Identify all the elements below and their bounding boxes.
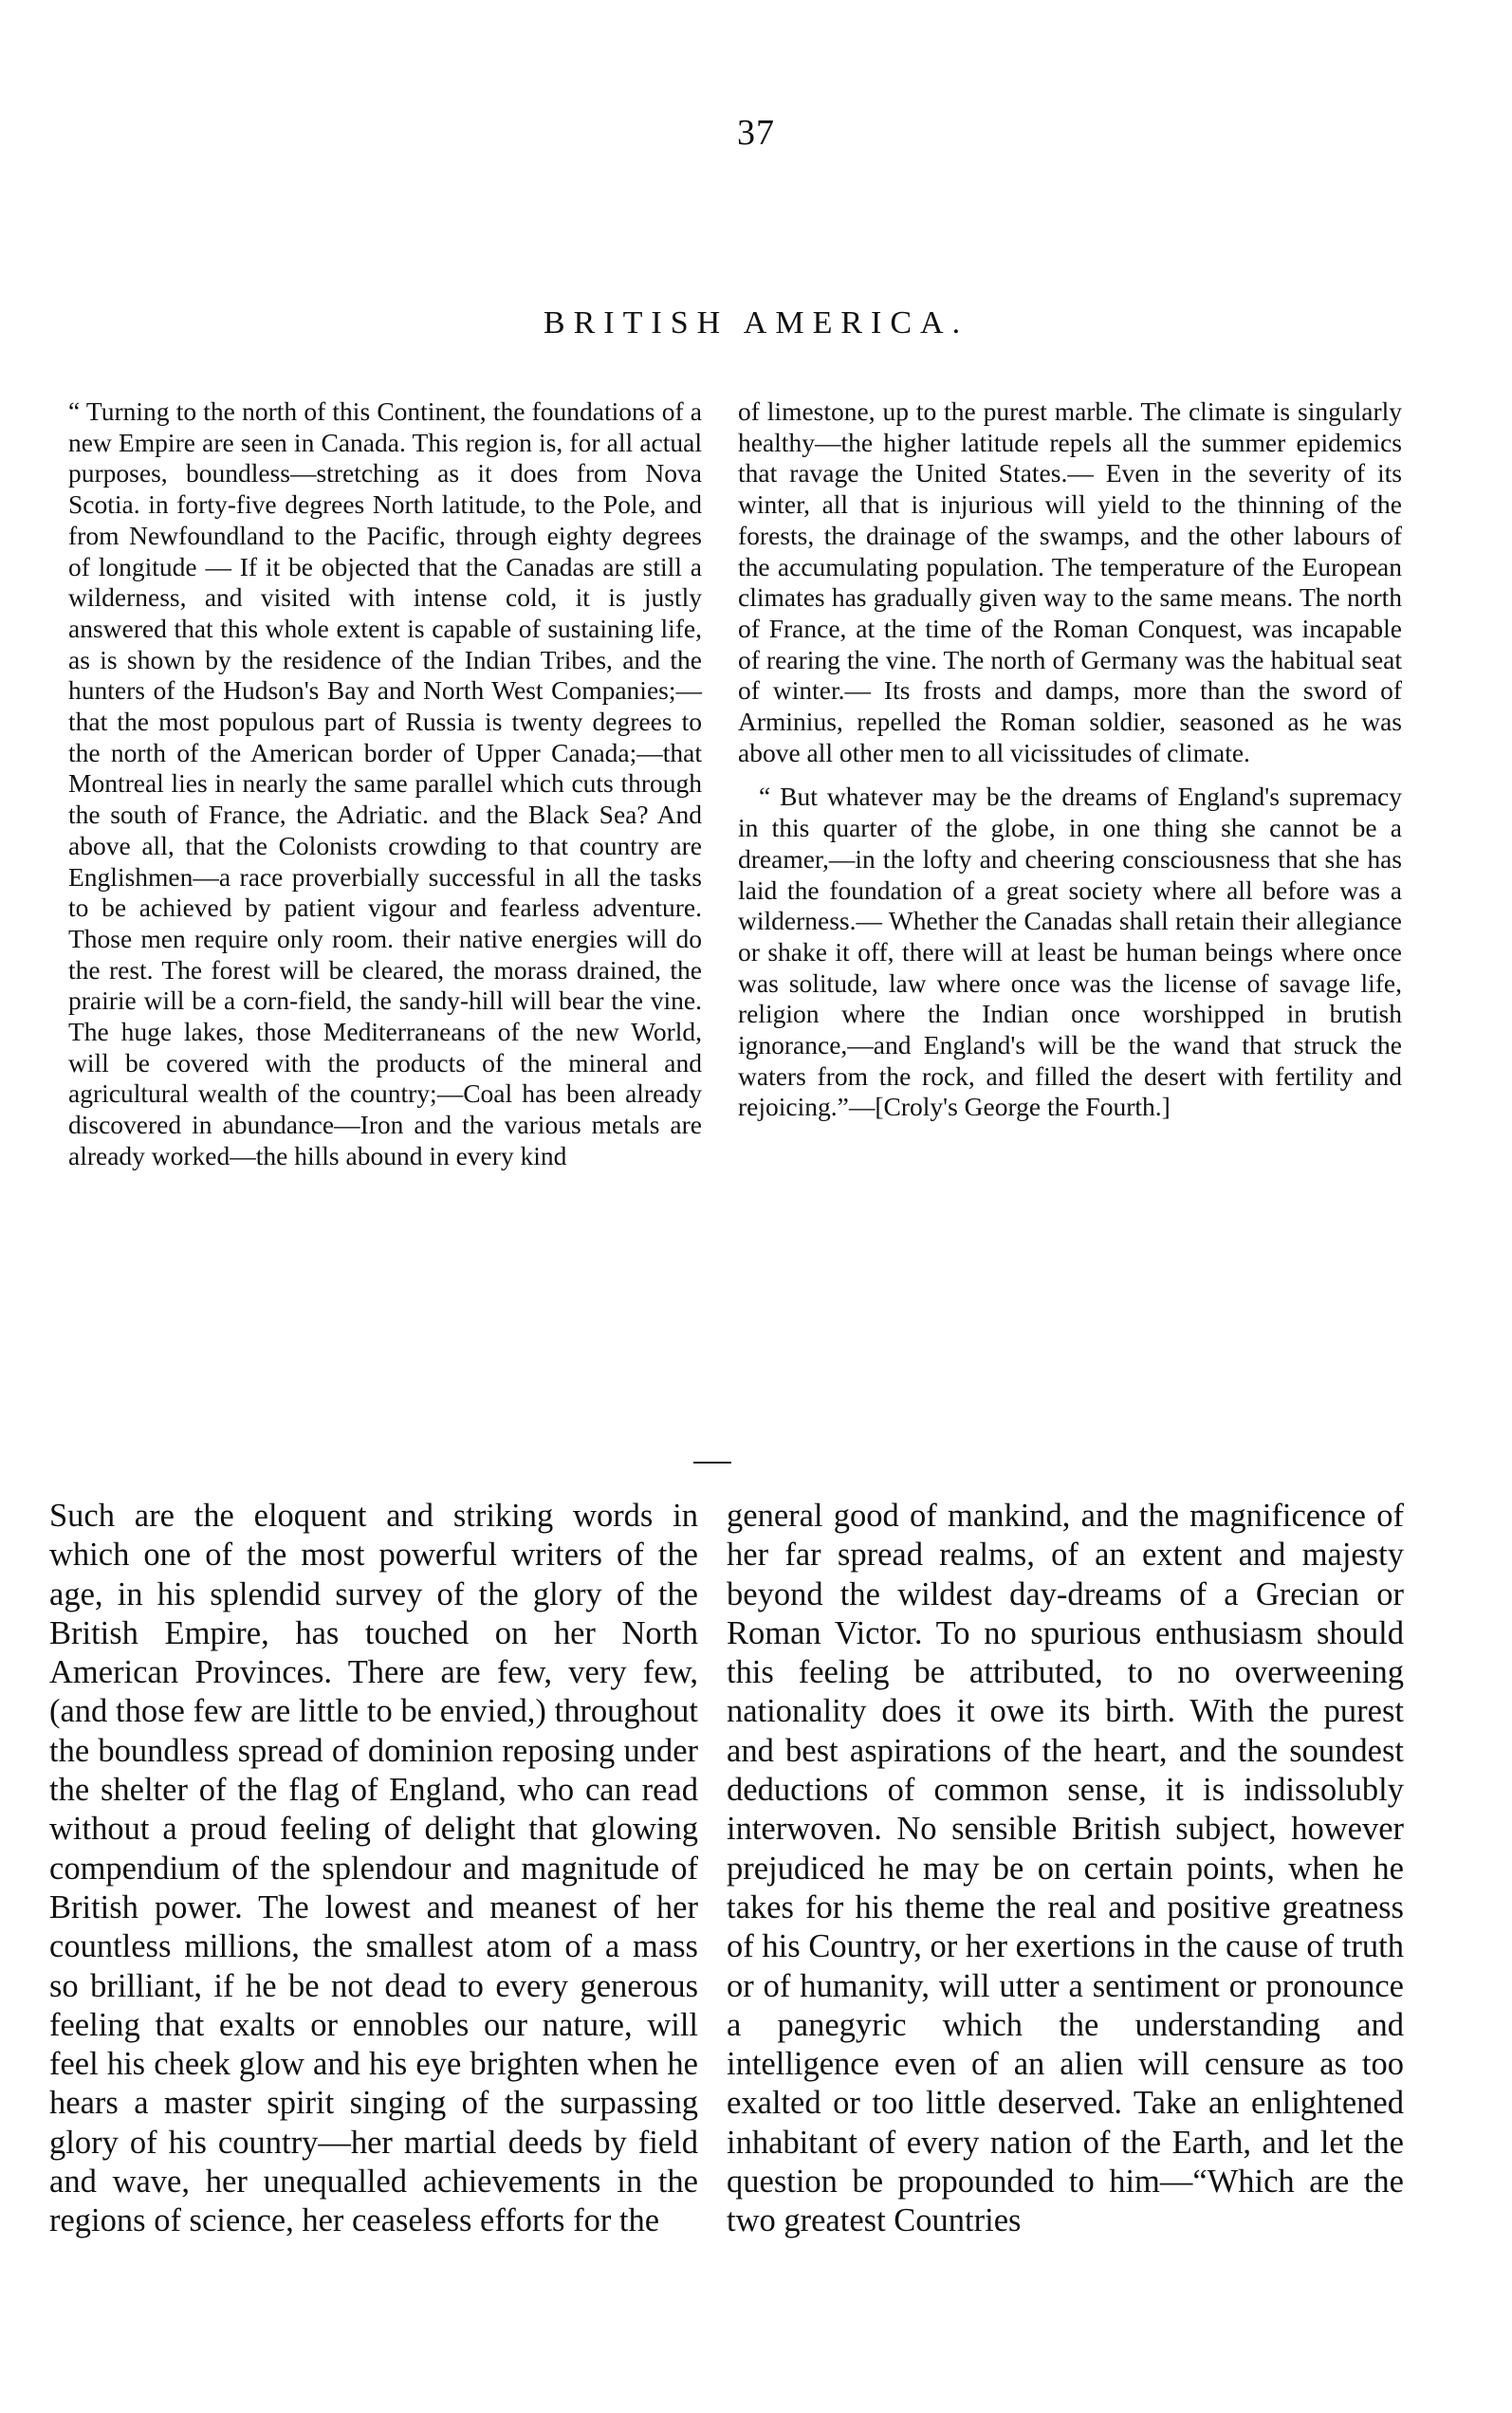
body-column-right xyxy=(727,1497,1404,2241)
quote-paragraph: “ But whatever may be the dreams of England's supremacy in this quarter of the globe, in one thing she cannot be a dreamer,—in the lofty and cheering consciousness that she has laid the foundation of a great society where all before was a wilderness.— Whether the Canadas shall retain their allegiance or shake it off, there will at least be human beings where once was solitude, law where once was the license of savage life, religion where the Indian once worshipped in brutish ignorance,—and England's will be the wand that struck the waters from the rock, and filled the desert with fertility and rejoicing.”—[Croly's George the Fourth.] xyxy=(738,782,1402,1122)
section-title: BRITISH AMERICA. xyxy=(543,305,969,341)
quote-paragraph: of limestone, up to the purest marble. The climate is singularly healthy—the higher latitude repels all the summer epidemics that ravage the United States.— Even in the severity of its winter, all that is injurious will yield to the thinning of the forests, the drainage of the swamps, and the other labours of the accumulating population. The temperature of the European climates has gradually given way to the same means. The north of France, at the time of the Roman Conquest, was incapable of rearing the vine. The north of Germany was the habitual seat of winter.— Its frosts and damps, more than the sword of Arminius, repelled the Roman soldier, seasoned as he was above all other men to all vicissitudes of climate. xyxy=(738,396,1402,767)
section-divider xyxy=(693,1462,731,1464)
page-number: 37 xyxy=(737,113,775,153)
quote-paragraph: “ Turning to the north of this Continent, the foundations of a new Empire are seen in Canada. This region is, for all actual purposes, boundless—stretching as it does from Nova Scotia. in forty-five degrees North latitude, to the Pole, and from Newfoundland to the Pacific, through eighty degrees of longitude — If it be objected that the Canadas are still a wilderness, and visited with intense cold, it is justly answered that this whole extent is capable of sustaining life, as is shown by the residence of the Indian Tribes, and the hunters of the Hudson's Bay and North West Companies;—that the most populous part of Russia is twenty degrees to the north of the American border of Upper Canada;—that Montreal lies in nearly the same parallel which cuts through the south of France, the Adriatic. and the Black Sea? And above all, that the Colonists crowding to that country are Englishmen—a race proverbially successful in all the tasks to be achieved by patient vigour and fearless adventure. Those men require only room. their native energies will do the rest. The forest will be cleared, the morass drained, the prairie will be a corn-field, the sandy-hill will bear the vine. The huge lakes, those Mediterraneans of the new World, will be covered with the products of the mineral and agricultural wealth of the country;—Coal has been already discovered in abundance—Iron and the various metals are already worked—the hills abound in every kind xyxy=(68,396,702,1170)
quote-column-right xyxy=(738,396,1402,1123)
quote-column-left xyxy=(68,396,702,1172)
body-paragraph: general good of mankind, and the magnificence of her far spread realms, of an extent and majesty beyond the wildest day-dreams of a Grecian or Roman Victor. To no spurious enthusiasm should this feeling be attributed, to no overweening nationality does it owe its birth. With the purest and best aspirations of the heart, and the soundest deductions of common sense, it is indissolubly interwoven. No sensible British subject, however prejudiced he may be on certain points, when he takes for his theme the real and positive greatness of his Country, or her exertions in the cause of truth or of humanity, will utter a sentiment or pronounce a panegyric which the understanding and intelligence even of an alien will censure as too exalted or too little deserved. Take an enlightened inhabitant of every nation of the Earth, and let the question be propounded to him—“Which are the two greatest Countries xyxy=(727,1498,1404,2239)
body-paragraph: Such are the eloquent and striking words in which one of the most powerful writers of the age, in his splendid survey of the glory of the British Empire, has touched on her North American Provinces. There are few, very few, (and those few are little to be envied,) throughout the boundless spread of dominion reposing under the shelter of the flag of England, who can read without a proud feeling of delight that glowing compendium of the splendour and magnitude of British power. The lowest and meanest of her countless millions, the smallest atom of a mass so brilliant, if he be not dead to every generous feeling that exalts or ennobles our nature, will feel his cheek glow and his eye brighten when he hears a master spirit singing of the surpassing glory of his country—her martial deeds by field and wave, her unequalled achievements in the regions of science, her ceaseless efforts for the xyxy=(49,1498,698,2239)
body-column-left xyxy=(49,1497,698,2241)
